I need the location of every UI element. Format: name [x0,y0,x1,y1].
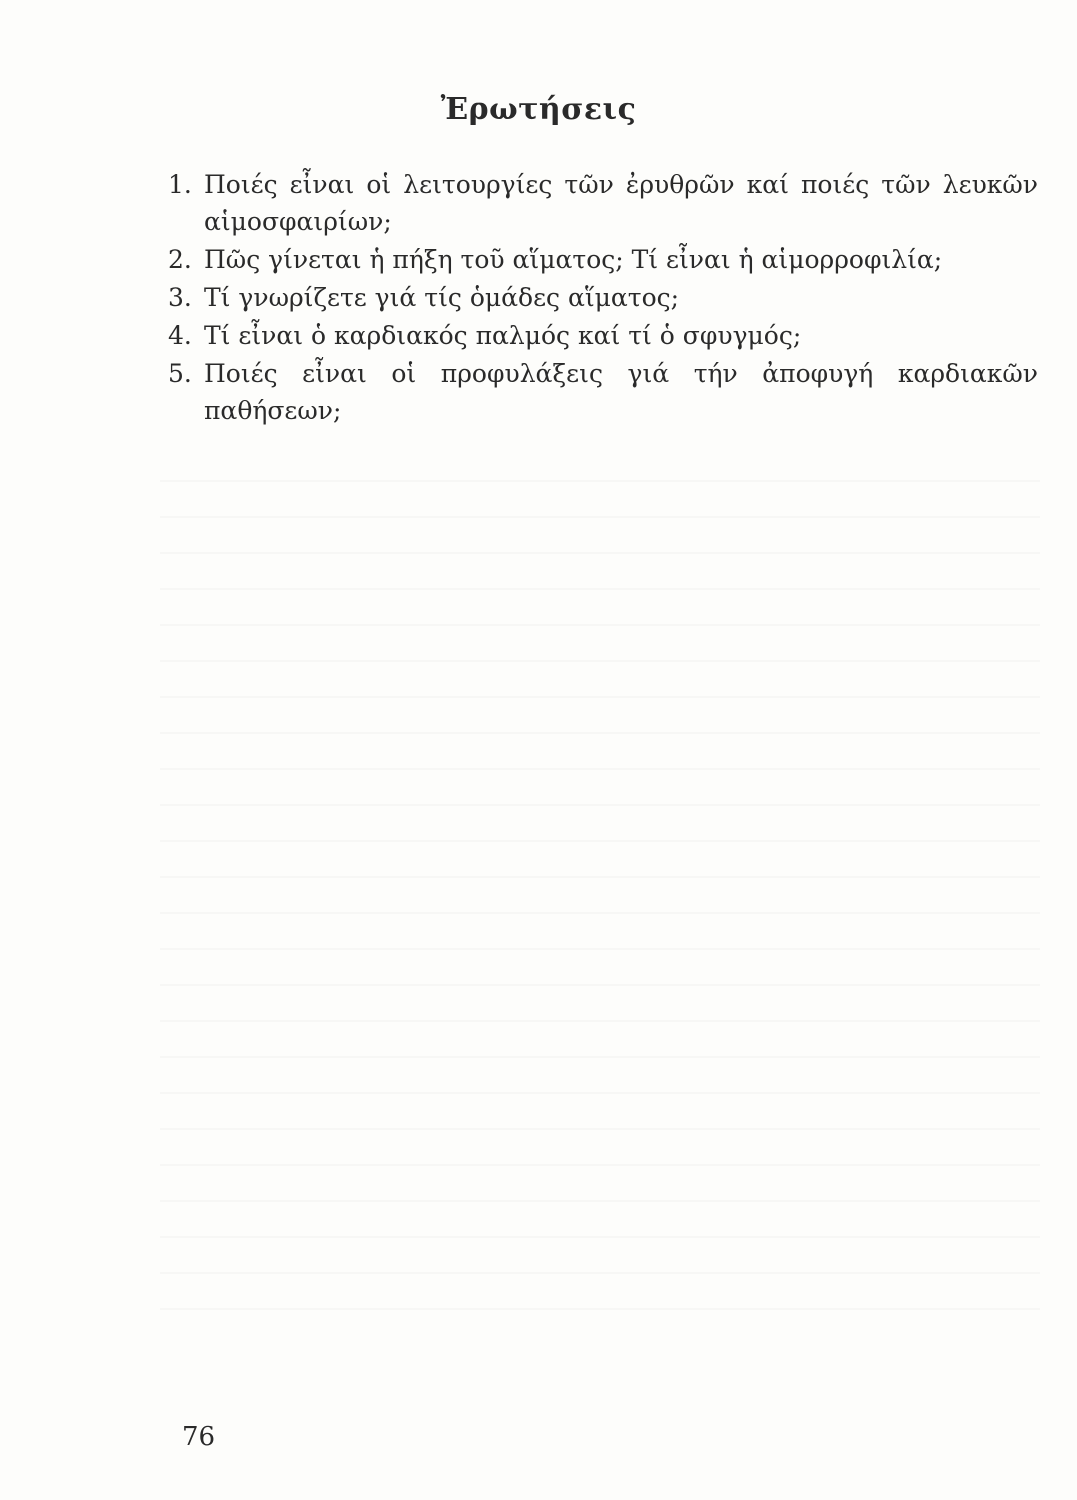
question-text: Πῶς γίνεται ἡ πήξη τοῦ αἵματος; Τί εἶναι ἡ αἱμορροφιλία; [204,245,943,274]
question-item [168,355,1038,429]
show-through-texture [160,480,1040,1340]
question-text: Τί εἶναι ὁ καρδιακός παλμός καί τί ὁ σφυγμός; [204,321,802,350]
question-text: Ποιές εἶναι οἱ προφυλάξεις γιά τήν ἀποφυγή καρδιακῶν παθήσεων; [204,359,1038,425]
question-item [168,166,1038,240]
section-heading: Ἐρωτήσεις [440,92,637,127]
question-number: 4. [168,321,192,350]
question-number: 1. [168,170,192,199]
questions-list [168,166,1038,430]
question-item [168,317,1038,354]
question-number: 5. [168,359,192,388]
question-item [168,279,1038,316]
question-number: 2. [168,245,192,274]
question-item [168,241,1038,278]
question-text: Τί γνωρίζετε γιά τίς ὁμάδες αἵματος; [204,283,680,312]
question-number: 3. [168,283,192,312]
page-number: 76 [182,1422,216,1452]
question-text: Ποιές εἶναι οἱ λειτουργίες τῶν ἐρυθρῶν καί ποιές τῶν λευκῶν αἱμοσφαιρίων; [204,170,1038,236]
